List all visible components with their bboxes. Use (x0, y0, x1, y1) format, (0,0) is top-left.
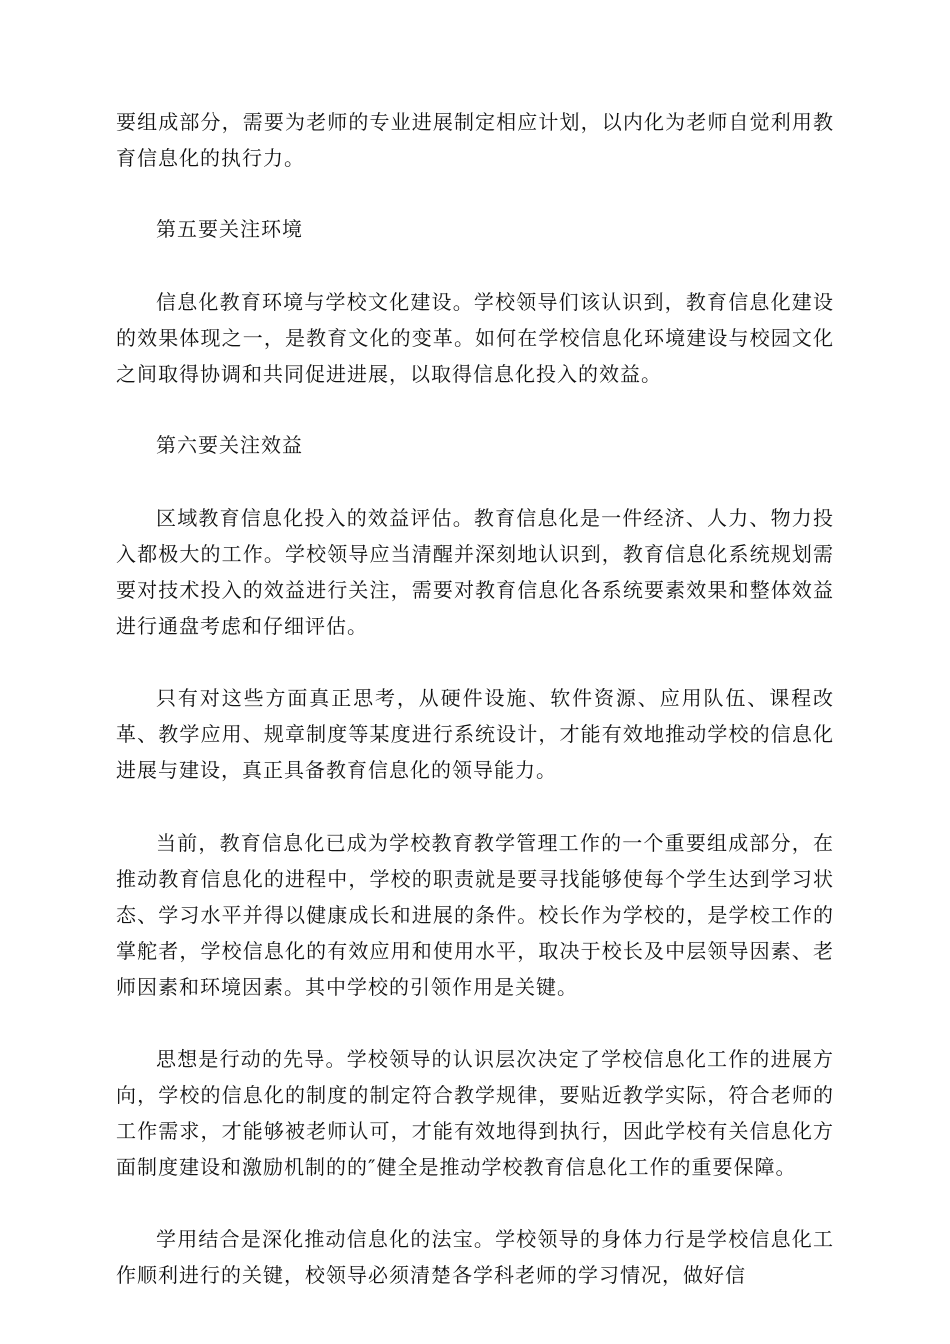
section-heading-benefit: 第六要关注效益 (156, 433, 303, 457)
paragraph-current-status: 当前，教育信息化已成为学校教育教学管理工作的一个重要组成部分，在推动教育信息化的进程中，学校的职责就是要寻找能够使每个学生达到学习状态、学习水平并得以健康成长和进展的条件。校长作为学校的，是学校工作的掌舵者，学校信息化的有效应用和使用水平，取决于校长及中层领导因素、老师因素和环境因素。其中学校的引领作用是关键。 (116, 831, 834, 999)
paragraph-environment: 信息化教育环境与学校文化建设。学校领导们该认识到，教育信息化建设的效果体现之一，是教育文化的变革。如何在学校信息化环境建设与校园文化之间取得协调和共同促进进展，以取得信息化投入的效益。 (116, 290, 834, 386)
paragraph-learning-application: 学用结合是深化推动信息化的法宝。学校领导的身体力行是学校信息化工作顺利进行的关键，校领导必须清楚各学科老师的学习情况，做好信 (116, 1227, 834, 1287)
paragraph-continuation: 要组成部分，需要为老师的专业进展制定相应计划，以内化为老师自觉利用教育信息化的执行力。 (116, 110, 834, 170)
section-heading-environment: 第五要关注环境 (156, 217, 303, 241)
paragraph-benefit: 区域教育信息化投入的效益评估。教育信息化是一件经济、人力、物力投入都极大的工作。学校领导应当清醒并深刻地认识到，教育信息化系统规划需要对技术投入的效益进行关注，需要对教育信息化各系统要素效果和整体效益进行通盘考虑和仔细评估。 (116, 506, 834, 638)
document-body (116, 104, 834, 1293)
paragraph-thought-guidance: 思想是行动的先导。学校领导的认识层次决定了学校信息化工作的进展方向，学校的信息化的制度的制定符合教学规律，要贴近教学实际，符合老师的工作需求，才能够被老师认可，才能有效地得到执行，因此学校有关信息化方面制度建设和激励机制的的″健全是推动学校教育信息化工作的重要保障。 (116, 1047, 834, 1179)
paragraph-system-design: 只有对这些方面真正思考，从硬件设施、软件资源、应用队伍、课程改革、教学应用、规章制度等某度进行系统设计，才能有效地推动学校的信息化进展与建设，真正具备教育信息化的领导能力。 (116, 686, 834, 782)
